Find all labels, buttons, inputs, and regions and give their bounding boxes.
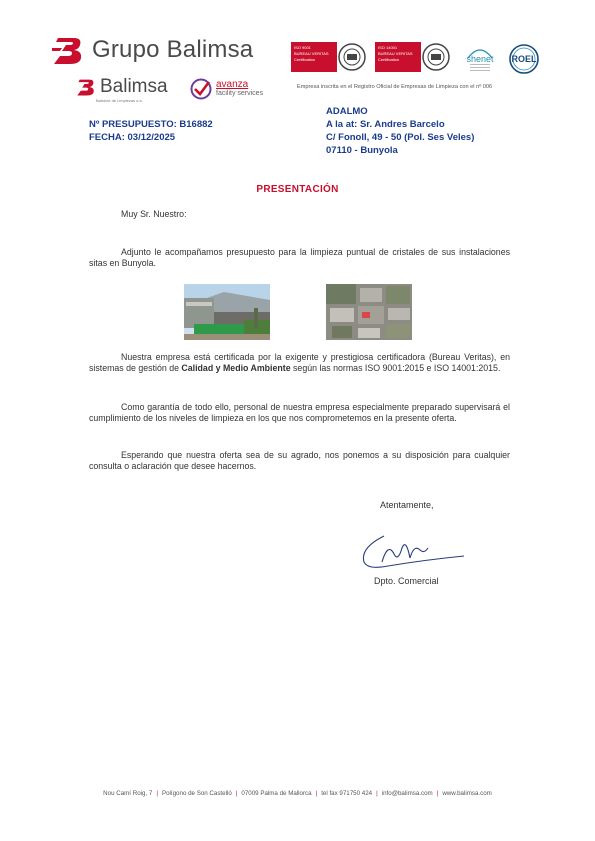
paragraph-intro: Adjunto le acompañamos presupuesto para la limpieza puntual de cristales de sus instalaciones sitas en Bunyola. bbox=[89, 247, 510, 269]
shenet-name: shenet bbox=[466, 54, 494, 64]
building-photo bbox=[184, 284, 270, 340]
iso-14001-badge bbox=[375, 42, 451, 76]
balimsa-mark-icon bbox=[52, 34, 88, 66]
paragraph-guarantee: Como garantía de todo ello, personal de nuestra empresa especialmente preparado supervisará el cumplimiento de los niveles de limpieza en los que nos comprometemos en la presente oferta. bbox=[89, 402, 510, 424]
footer-web[interactable]: www.balimsa.com bbox=[442, 790, 492, 797]
cert-text-bold: Calidad y Medio Ambiente bbox=[181, 363, 291, 374]
roel-name: ROEL bbox=[511, 54, 537, 64]
budget-number: Nº PRESUPUESTO: B16882 bbox=[89, 119, 213, 130]
handwritten-signature bbox=[354, 526, 472, 574]
aerial-photo bbox=[326, 284, 412, 340]
cert-line: Certification bbox=[378, 57, 400, 62]
balimsa-logo bbox=[76, 76, 168, 98]
recipient-attention: A la at: Sr. Andres Barcelo bbox=[326, 119, 445, 130]
footer-area: Polígono de Son Castelló bbox=[161, 790, 232, 797]
budget-info bbox=[89, 118, 213, 144]
registry-note: Empresa inscrita en el Registro Oficial de Empresas de Limpieza con el nº 006 bbox=[297, 84, 493, 90]
bureau-veritas-seal-icon bbox=[337, 42, 367, 72]
balimsa-name: Balimsa bbox=[100, 76, 168, 97]
cert-text-start: Nuestra empresa está certificada por la exigente y prestigiosa certificadora (Bureau Veritas), en sistemas de gestión de bbox=[89, 352, 510, 374]
recipient-city: 07110 - Bunyola bbox=[326, 145, 398, 156]
recipient-company: ADALMO bbox=[326, 106, 368, 117]
department-signature: Dpto. Comercial bbox=[374, 576, 439, 586]
cert-line: ISO 14001 bbox=[378, 45, 398, 50]
avanza-name: avanza bbox=[216, 79, 249, 90]
cert-line: BUREAU VERITAS bbox=[378, 51, 413, 56]
footer: Nou Camí Roig, 7 | Polígono de Son Castelló | 07009 Palma de Mallorca | tel fax 971750 424 | info@balimsa.com | www.balimsa.com bbox=[103, 790, 492, 797]
balimsa-tagline: Balsiore de Limpiezas s.a. bbox=[96, 98, 143, 103]
cert-line: Certification bbox=[294, 57, 316, 62]
paragraph-certification bbox=[89, 352, 510, 374]
grupo-balimsa-name: Grupo Balimsa bbox=[92, 36, 254, 63]
avanza-subtitle: facility services bbox=[216, 90, 264, 97]
iso-9001-badge bbox=[291, 42, 367, 76]
avanza-logo bbox=[190, 78, 263, 100]
avanza-check-icon bbox=[190, 78, 212, 100]
bureau-veritas-seal-icon bbox=[421, 42, 451, 72]
footer-phone: tel fax 971750 424 bbox=[321, 790, 373, 797]
recipient-info bbox=[326, 105, 474, 157]
footer-address: Nou Camí Roig, 7 bbox=[103, 790, 153, 797]
greeting: Muy Sr. Nuestro: bbox=[121, 209, 187, 219]
cert-line: BUREAU VERITAS bbox=[294, 51, 329, 56]
recipient-address: C/ Fonoll, 49 - 50 (Pol. Ses Veles) bbox=[326, 132, 475, 143]
paragraph-closing: Esperando que nuestra oferta sea de su agrado, nos ponemos a su disposición para cualquier consulta o aclaración que desee hacernos. bbox=[89, 450, 510, 472]
page-title: PRESENTACIÓN bbox=[256, 184, 339, 195]
cert-line: ISO 9001 bbox=[294, 45, 311, 50]
footer-postal: 07009 Palma de Mallorca bbox=[241, 790, 312, 797]
balimsa-small-mark-icon bbox=[76, 76, 98, 98]
cert-text-end: según las normas ISO 9001:2015 e ISO 14001:2015. bbox=[290, 363, 501, 374]
budget-date: FECHA: 03/12/2025 bbox=[89, 132, 176, 143]
closing-salutation: Atentamente, bbox=[380, 500, 434, 510]
grupo-balimsa-logo bbox=[52, 34, 253, 66]
footer-email[interactable]: info@balimsa.com bbox=[381, 790, 433, 797]
